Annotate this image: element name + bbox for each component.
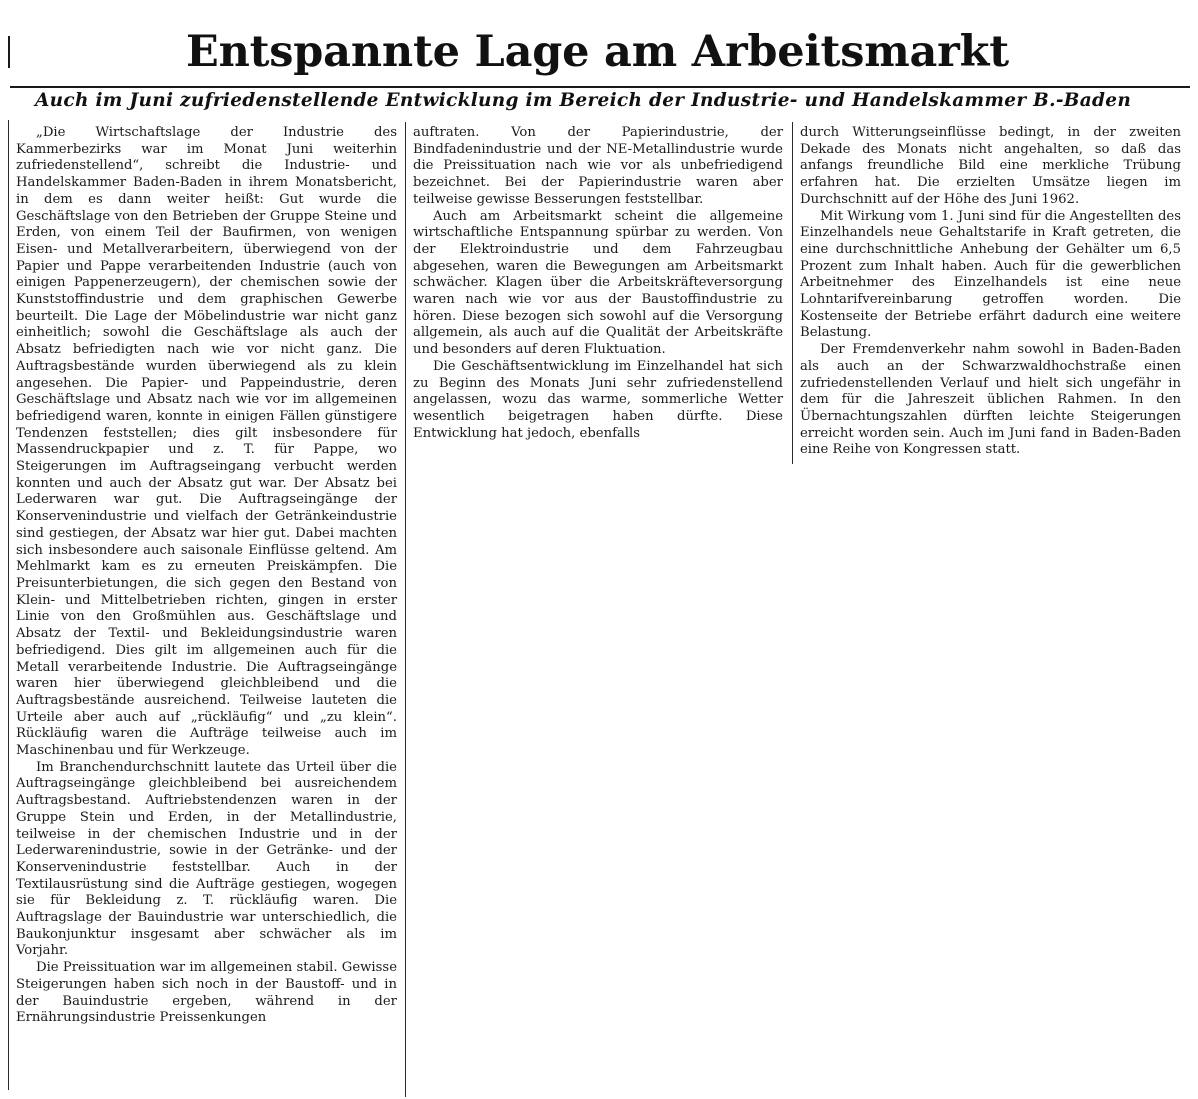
column-divider bbox=[792, 122, 793, 464]
left-column-rule bbox=[8, 120, 9, 1090]
paragraph: Auch am Arbeitsmarkt scheint die allgemeine wirtschaftliche Entspannung spürbar zu werden. Von der Elektroindustrie und dem Fahrzeugbau abgesehen, waren die Bewegungen am Arbeitsmarkt schwächer. Klagen über die Arbeitskräfteversorgung waren nach wie vor aus der Baustoffindustrie zu hören. Diese bezogen sich sowohl auf die Versorgung allgemein, als auch auf die Qualität der Arbeitskräfte und besonders auf deren Fluktuation. bbox=[413, 208, 783, 358]
paragraph: Die Preissituation war im allgemeinen stabil. Gewisse Steigerungen haben sich noch in der Baustoff- und in der Bauindustrie ergeben, während in der Ernährungsindustrie Preissenkungen bbox=[16, 960, 397, 1026]
paragraph: Der Fremdenverkehr nahm sowohl in Baden-Baden als auch an der Schwarzwaldhochstraße einen zufriedenstellenden Verlauf und hielt sich ungefähr in dem für die Jahreszeit üblichen Rahmen. In den Übernachtungszahlen dürften leichte Steigerungen erreicht worden sein. Auch im Juni fand in Baden-Baden eine Reihe von Kongressen statt. bbox=[800, 342, 1181, 458]
margin-mark bbox=[8, 36, 10, 68]
article-column-1 bbox=[16, 125, 397, 1027]
column-divider bbox=[405, 122, 406, 1097]
paragraph: durch Witterungseinflüsse bedingt, in der zweiten Dekade des Monats nicht angehalten, so daß das anfangs freundliche Bild eine merkliche Trübung erfahren hat. Die erzielten Umsätze liegen im Durchschnitt auf der Höhe des Juni 1962. bbox=[800, 125, 1181, 207]
paragraph: Die Geschäftsentwicklung im Einzelhandel hat sich zu Beginn des Monats Juni sehr zufriedenstellend angelassen, wozu das warme, sommerliche Wetter wesentlich beigetragen haben dürfte. Diese Entwicklung hat jedoch, ebenfalls bbox=[413, 358, 783, 441]
article-subheadline: Auch im Juni zufriedenstellende Entwicklung im Bereich der Industrie- und Handelskammer B.-Baden bbox=[35, 90, 1132, 111]
paragraph: „Die Wirtschaftslage der Industrie des Kammerbezirks war im Monat Juni weiterhin zufriedenstellend“, schreibt die Industrie- und Handelskammer Baden-Baden in ihrem Monatsbericht, in dem es dann weiter heißt: Gut wurde die Geschäftslage von den Betrieben der Gruppe Steine und Erden, von einem Teil der Baufirmen, von wenigen Eisen- und Metallverarbeitern, überwiegend von der Papier und Pappe verarbeitenden Industrie (auch von einigen Pappenerzeugern), der chemischen sowie der Kunststoffindustrie und dem graphischen Gewerbe beurteilt. Die Lage der Möbelindustrie war nicht ganz einheitlich; sowohl die Geschäftslage als auch der Absatz befriedigten nach wie vor nicht ganz. Die Auftragsbestände wurden überwiegend als zu klein angesehen. Die Papier- und Pappeindustrie, deren Geschäftslage und Absatz nach wie vor im allgemeinen befriedigend waren, konnte in einigen Fällen günstigere Tendenzen feststellen; dies gilt insbesondere für Massendruckpapier und z. T. für Pappe, wo Steigerungen im Auftragseingang verbucht werden konnten und auch der Absatz gut war. Der Absatz bei Lederwaren war gut. Die Auftragseingänge der Konservenindustrie und vielfach der Getränkeindustrie sind gestiegen, der Absatz war hier gut. Dabei machten sich insbesondere auch saisonale Einflüsse geltend. Am Mehlmarkt kam es zu erneuten Preiskämpfen. Die Preisunterbietungen, die sich gegen den Bestand von Klein- und Mittelbetrieben richten, gingen in erster Linie von den Großmühlen aus. Geschäftslage und Absatz der Textil- und Bekleidungsindustrie waren befriedigend. Dies gilt im allgemeinen auch für die Metall verarbeitende Industrie. Die Auftragseingänge waren hier überwiegend gleichbleibend und die Auftragsbestände ausreichend. Teilweise lauteten die Urteile aber auch auf „rückläufig“ und „zu klein“. Rückläufig waren die Aufträge teilweise auch im Maschinenbau und für Werkzeuge. bbox=[16, 125, 397, 759]
paragraph: Im Branchendurchschnitt lautete das Urteil über die Auftragseingänge gleichbleibend bei ausreichendem Auftragsbestand. Auftriebstendenzen waren in der Gruppe Stein und Erden, in der Metallindustrie, teilweise in der chemischen Industrie und in der Lederwarenindustrie, sowie in der Getränke- und der Konservenindustrie feststellbar. Auch in der Textilausrüstung sind die Aufträge gestiegen, wogegen sie für Bekleidung z. T. rückläufig waren. Die Auftragslage der Bauindustrie war unterschiedlich, die Baukonjunktur insgesamt aber schwächer als im Vorjahr. bbox=[16, 759, 397, 959]
article-column-3 bbox=[800, 125, 1181, 459]
article-column-2 bbox=[413, 125, 783, 442]
paragraph: auftraten. Von der Papierindustrie, der Bindfadenindustrie und der NE-Metallindustrie wurde die Preissituation nach wie vor als unbefriedigend bezeichnet. Bei der Papierindustrie waren aber teilweise gewisse Besserungen feststellbar. bbox=[413, 125, 783, 207]
paragraph: Mit Wirkung vom 1. Juni sind für die Angestellten des Einzelhandels neue Gehaltstarife in Kraft getreten, die eine durchschnittliche Anhebung der Gehälter um 6,5 Prozent zum Inhalt haben. Auch für die gewerblichen Arbeitnehmer des Einzelhandels ist eine neue Lohntarifvereinbarung getroffen worden. Die Kostenseite der Betriebe erfährt dadurch eine weitere Belastung. bbox=[800, 208, 1181, 341]
article-headline: Entspannte Lage am Arbeitsmarkt bbox=[186, 27, 1009, 77]
